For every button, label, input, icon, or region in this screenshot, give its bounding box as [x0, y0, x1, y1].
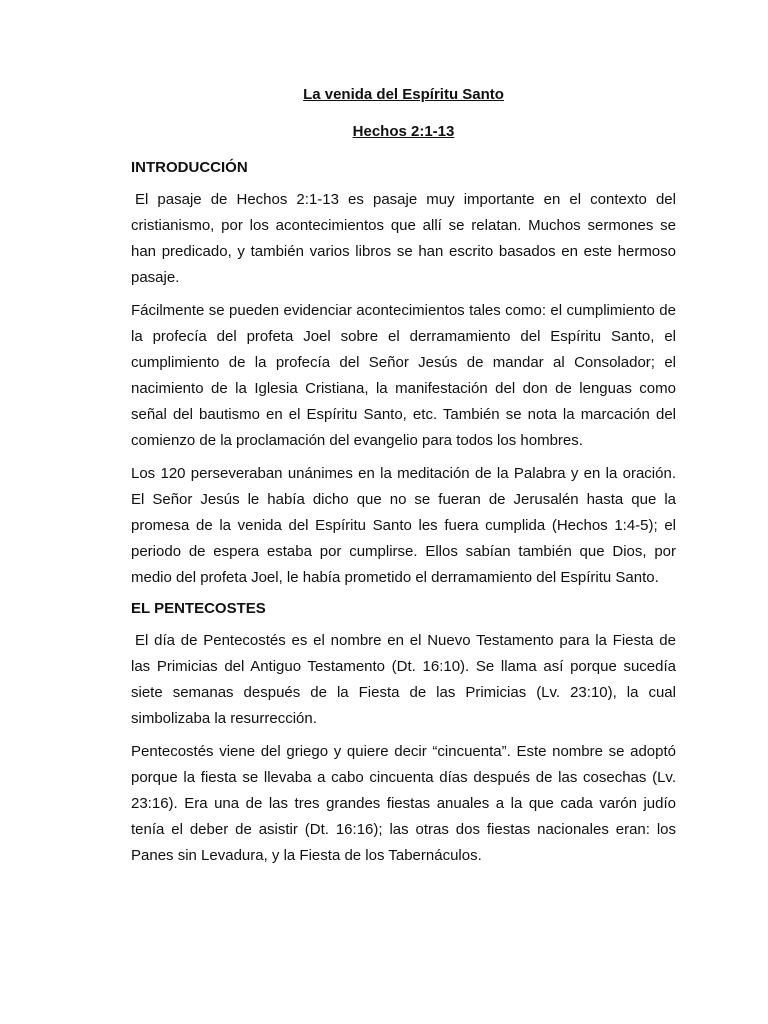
- paragraph: Fácilmente se pueden evidenciar acontecimientos tales como: el cumplimiento de la profecía del profeta Joel sobre el derramamiento del Espíritu Santo, el cumplimiento de la profecía del Señor Jesús de mandar al Consolador; el nacimiento de la Iglesia Cristiana, la manifestación del don de lenguas como señal del bautismo en el Espíritu Santo, etc. También se nota la marcación del comienzo de la proclamación del evangelio para todos los hombres.: [131, 302, 676, 449]
- paragraph: Los 120 perseveraban unánimes en la meditación de la Palabra y en la oración. El Señor Jesús le había dicho que no se fueran de Jerusalén hasta que la promesa de la venida del Espíritu Santo les fuera cumplida (Hechos 1:4-5); el periodo de espera estaba por cumplirse. Ellos sabían también que Dios, por medio del profeta Joel, le había prometido el derramamiento del Espíritu Santo.: [131, 465, 676, 586]
- paragraph: El día de Pentecostés es el nombre en el Nuevo Testamento para la Fiesta de las Primicias del Antiguo Testamento (Dt. 16:10). Se llama así porque sucedía siete semanas después de la Fiesta de las Primicias (Lv. 23:10), la cual simbolizaba la resurrección.: [131, 632, 676, 727]
- section-pentecostes: [131, 598, 676, 869]
- paragraph: El pasaje de Hechos 2:1-13 es pasaje muy importante en el contexto del cristianismo, por los acontecimientos que allí se relatan. Muchos sermones se han predicado, y también varios libros se han escrito basados en este hermoso pasaje.: [131, 191, 676, 286]
- section-heading: INTRODUCCIÓN: [131, 159, 248, 176]
- document-page: [131, 84, 676, 876]
- section-introduccion: [131, 157, 676, 591]
- paragraph: Pentecostés viene del griego y quiere decir “cincuenta”. Este nombre se adoptó porque la fiesta se llevaba a cabo cincuenta días después de las cosechas (Lv. 23:16). Era una de las tres grandes fiestas anuales a la que cada varón judío tenía el deber de asistir (Dt. 16:16); las otras dos fiestas nacionales eran: los Panes sin Levadura, y la Fiesta de los Tabernáculos.: [131, 743, 676, 864]
- document-subtitle: Hechos 2:1-13: [352, 123, 455, 140]
- section-heading: EL PENTECOSTES: [131, 600, 266, 617]
- document-title: La venida del Espíritu Santo: [303, 86, 504, 103]
